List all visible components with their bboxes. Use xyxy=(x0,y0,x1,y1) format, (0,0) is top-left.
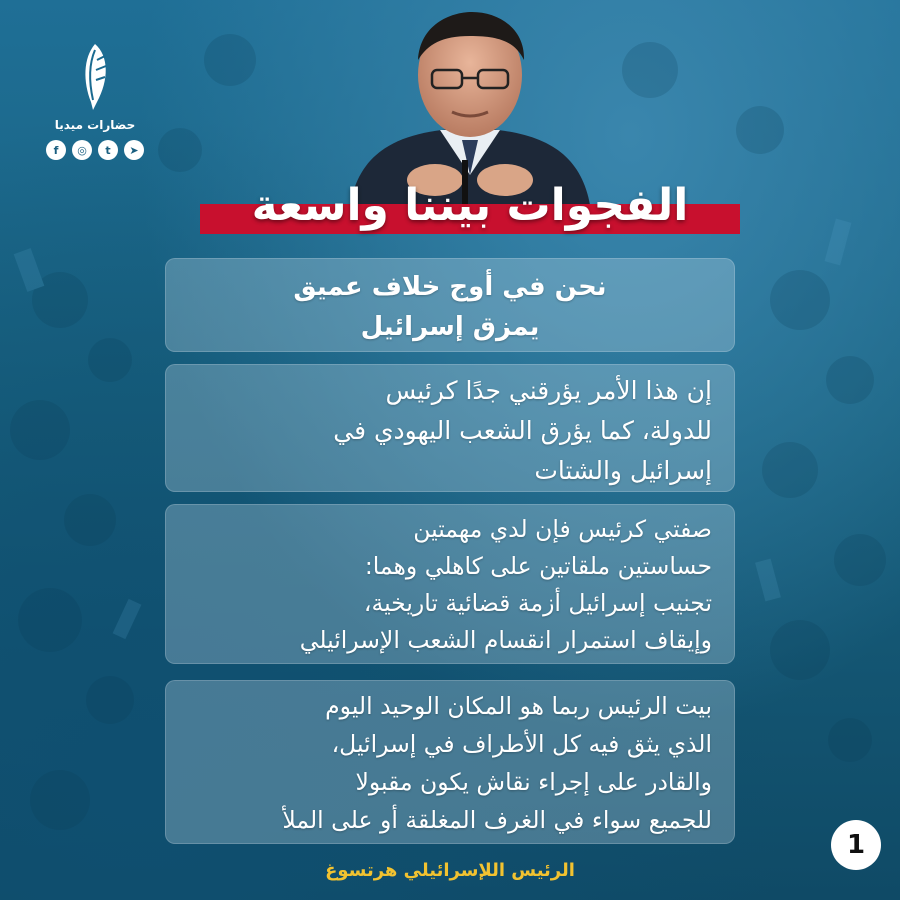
twitter-icon[interactable]: t xyxy=(98,140,118,160)
quote-line: بيت الرئيس ربما هو المكان الوحيد اليوم xyxy=(325,692,712,720)
social-icons xyxy=(40,140,150,160)
page-number-badge: 1 xyxy=(831,820,881,870)
attribution: الرئيس اللإسرائيلي هرتسوغ xyxy=(325,860,575,881)
telegram-icon[interactable]: ➤ xyxy=(124,140,144,160)
quote-card xyxy=(165,680,735,844)
quote-line: صفتي كرئيس فإن لدي مهمتين xyxy=(413,515,712,543)
quote-line: تجنيب إسرائيل أزمة قضائية تاريخية، xyxy=(363,589,712,617)
instagram-icon[interactable]: ◎ xyxy=(72,140,92,160)
speaker-portrait xyxy=(340,0,600,205)
headline: الفجوات بيننا واسعة xyxy=(251,180,689,231)
quote-line: يمزق إسرائيل xyxy=(360,312,540,342)
facebook-icon[interactable]: f xyxy=(46,140,66,160)
quote-line: إن هذا الأمر يؤرقني جدًا كرئيس xyxy=(385,376,712,405)
brand-name: حضارات ميديا xyxy=(54,118,136,132)
quote-line: حساستين ملقاتين على كاهلي وهما: xyxy=(364,552,712,580)
quote-card xyxy=(165,364,735,492)
feather-quill-icon xyxy=(75,42,115,112)
quote-line: نحن في أوج خلاف عميق xyxy=(293,272,607,302)
brand-logo xyxy=(40,42,150,160)
quote-line: الذي يثق فيه كل الأطراف في إسرائيل، xyxy=(331,730,712,758)
quote-line: والقادر على إجراء نقاش يكون مقبولا xyxy=(355,768,712,796)
quote-line: وإيقاف استمرار انقسام الشعب الإسرائيلي xyxy=(299,626,712,654)
quote-card xyxy=(165,258,735,352)
quote-line: للجميع سواء في الغرف المغلقة أو على الملأ xyxy=(282,806,712,834)
quote-line: إسرائيل والشتات xyxy=(534,456,712,485)
quote-card xyxy=(165,504,735,664)
quote-line: للدولة، كما يؤرق الشعب اليهودي في xyxy=(333,416,712,445)
